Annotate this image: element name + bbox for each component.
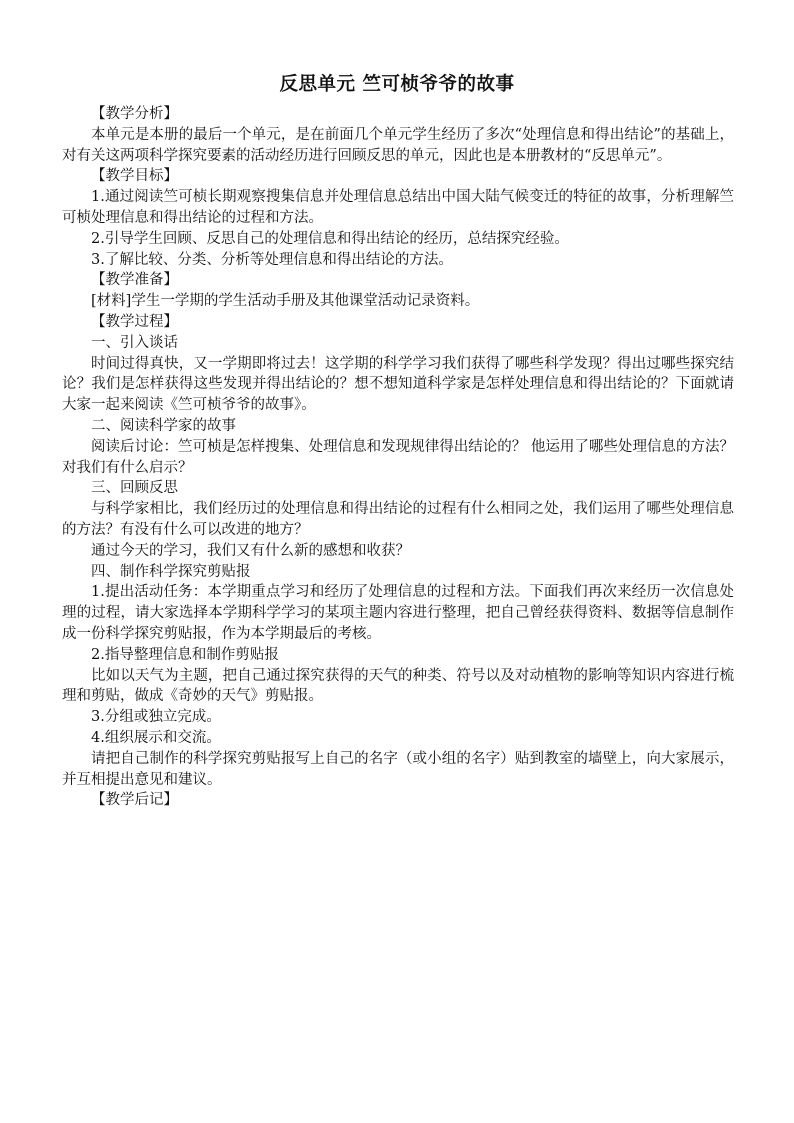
subheading-review: 三、回顾反思 <box>91 480 178 497</box>
goal-item-2: 2.引导学生回顾、反思自己的处理信息和得出结论的经历，总结探究经验。 <box>91 230 569 247</box>
section-heading-analysis: 【教学分析】 <box>91 106 178 122</box>
scrapbook-step-4: 4.组织展示和交流。 <box>91 729 221 746</box>
subheading-intro: 一、引入谈话 <box>91 334 178 351</box>
paragraph-display: 请把自己制作的科学探究剪贴报写上自己的名字（或小组的名字）贴到教室的墙壁上，向大家展示，并互相提出意见和建议。 <box>62 750 734 788</box>
paragraph-analysis: 本单元是本册的最后一个单元，是在前面几个单元学生经历了多次“处理信息和得出结论”的基础上，对有关这两项科学探究要素的活动经历进行回顾反思的单元，因此也是本册教材的“反思单元”。 <box>62 126 734 164</box>
paragraph-reading: 阅读后讨论：竺可桢是怎样搜集、处理信息和发现规律得出结论的？ 他运用了哪些处理信息的方法？对我们有什么启示？ <box>62 438 734 476</box>
scrapbook-step-1: 1.提出活动任务：本学期重点学习和经历了处理信息的过程和方法。下面我们再次来经历一次信息处理的过程，请大家选择本学期科学学习的某项主题内容进行整理，把自己曾经获得资料、数据等信息制作成一份科学探究剪贴报，作为本学期最后的考核。 <box>62 584 734 642</box>
section-heading-goals: 【教学目标】 <box>91 168 178 185</box>
paragraph-review-1: 与科学家相比，我们经历过的处理信息和得出结论的过程有什么相同之处，我们运用了哪些处理信息的方法？有没有什么可以改进的地方？ <box>62 501 734 538</box>
document-body <box>62 104 734 811</box>
subheading-reading: 二、阅读科学家的故事 <box>91 417 236 434</box>
paragraph-intro: 时间过得真快，又一学期即将过去！这学期的科学学习我们获得了哪些科学发现？得出过哪些探究结论？我们是怎样获得这些发现并得出结论的？想不想知道科学家是怎样处理信息和得出结论的？下面就请大家一起来阅读《竺可桢爷爷的故事》。 <box>62 355 734 414</box>
goal-item-1: 1.通过阅读竺可桢长期观察搜集信息并处理信息总结出中国大陆气候变迁的特征的故事，分析理解竺可桢处理信息和得出结论的过程和方法。 <box>62 189 734 226</box>
page-title: 反思单元 竺可桢爷爷的故事 <box>279 74 515 95</box>
section-heading-process: 【教学过程】 <box>91 313 178 330</box>
section-heading-postscript: 【教学后记】 <box>91 792 178 809</box>
goal-item-3: 3.了解比较、分类、分析等处理信息和得出结论的方法。 <box>91 251 453 268</box>
paragraph-example: 比如以天气为主题，把自己通过探究获得的天气的种类、符号以及对动植物的影响等知识内容进行梳理和剪贴，做成《奇妙的天气》剪贴报。 <box>62 667 734 705</box>
section-heading-preparation: 【教学准备】 <box>91 272 178 289</box>
scrapbook-step-3: 3.分组或独立完成。 <box>91 709 221 726</box>
subheading-scrapbook: 四、制作科学探究剪贴报 <box>91 563 251 580</box>
paragraph-review-2: 通过今天的学习，我们又有什么新的感想和收获？ <box>91 542 410 559</box>
scrapbook-step-2: 2.指导整理信息和制作剪贴报 <box>91 646 279 663</box>
paragraph-materials: [材料]学生一学期的学生活动手册及其他课堂活动记录资料。 <box>91 293 480 310</box>
